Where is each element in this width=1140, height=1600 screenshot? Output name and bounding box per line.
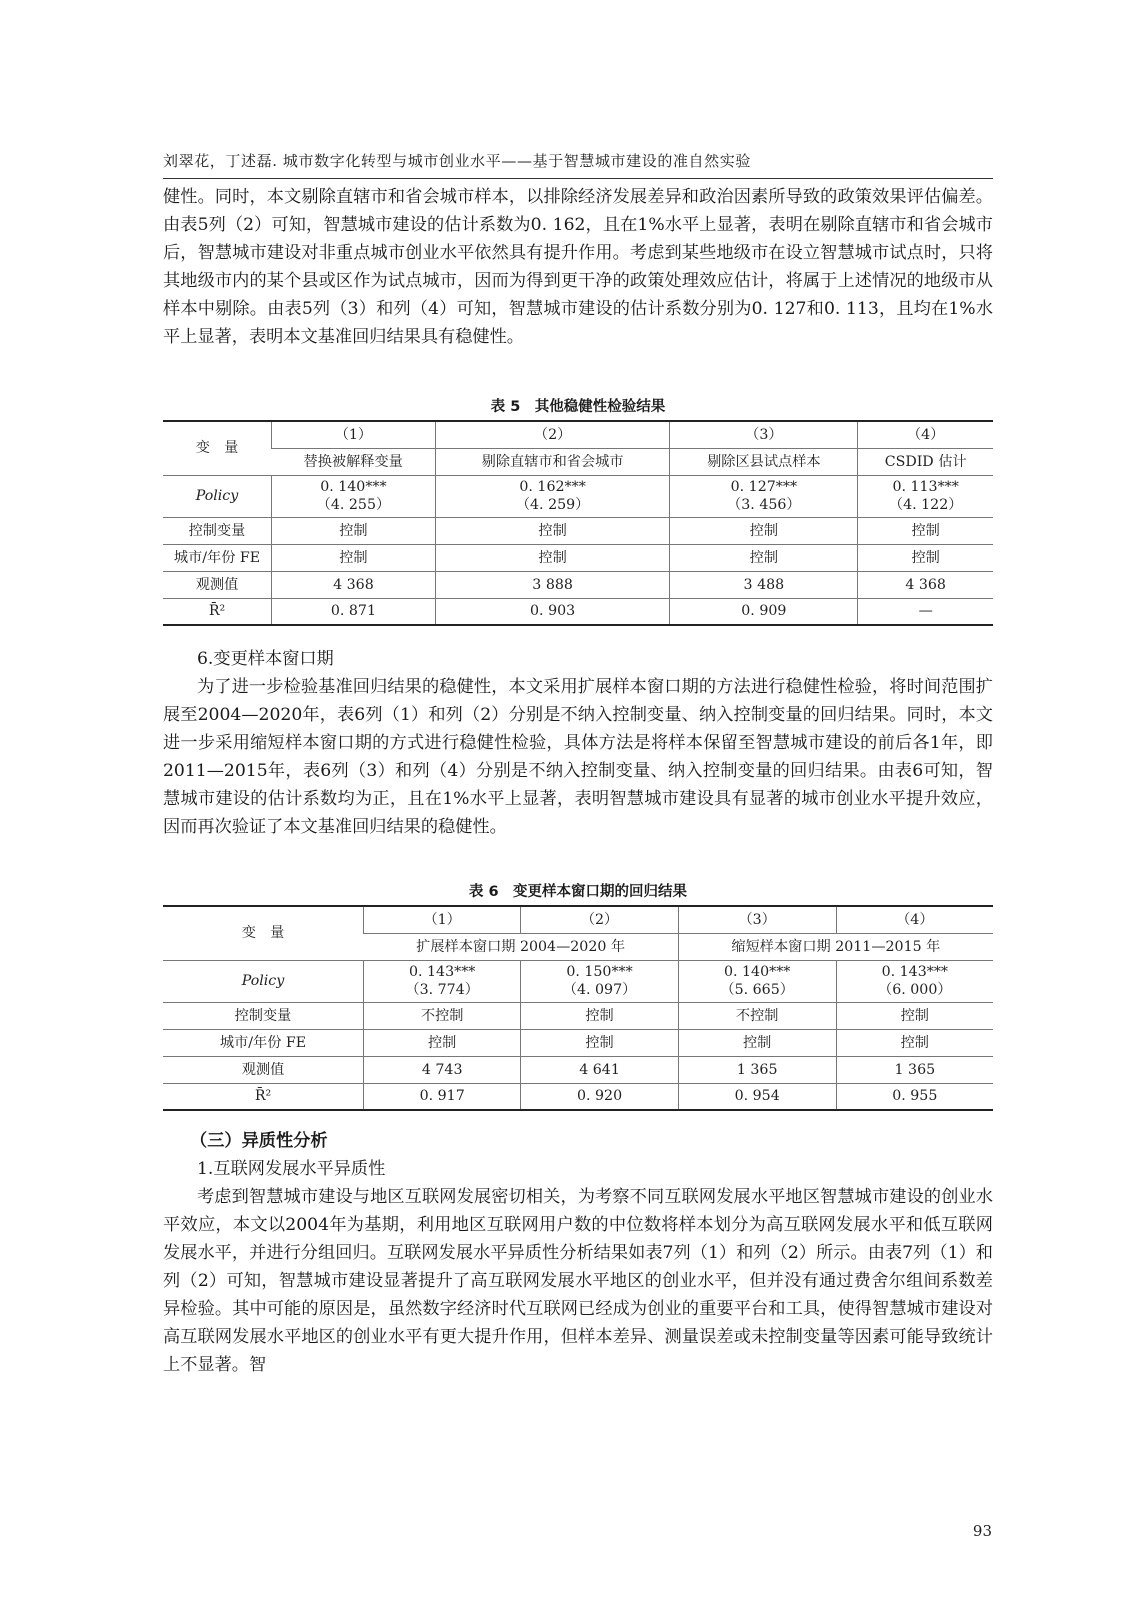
table-5-col-num: （1） — [272, 421, 436, 448]
body-paragraph-2: 为了进一步检验基准回归结果的稳健性，本文采用扩展样本窗口期的方法进行稳健性检验，将时间范围扩展至2004—2020年，表6列（1）和列（2）分别是不纳入控制变量、纳入控制变量的回归结果。同时，本文进一步采用缩短样本窗口期的方式进行稳健性检验，具体方法是将样本保留至智慧城市建设的前后各1年，即2011—2015年，表6列（3）和列（4）分别是不纳入控制变量、纳入控制变量的回归结果。由表6可知，智慧城市建设的估计系数均为正，且在1%水平上显著，表明智慧城市建设具有显著的城市创业水平提升效应，因而再次验证了本文基准回归结果的稳健性。 — [163, 677, 993, 837]
table-6-row-label: R̄² — [163, 1083, 364, 1110]
table-5-tstat: （3. 456） — [727, 497, 801, 513]
table-5-var-header: 变 量 — [163, 421, 272, 475]
subsection-heading-1: 1.互联网发展水平异质性 — [197, 1159, 386, 1179]
table-5-cell: 控制 — [670, 517, 858, 544]
table-6-title: 表 6 变更样本窗口期的回归结果 — [468, 884, 688, 900]
body-paragraph-3: 考虑到智慧城市建设与地区互联网发展密切相关，为考察不同互联网发展水平地区智慧城市建设的创业水平效应，本文以2004年为基期，利用地区互联网用户数的中位数将样本划分为高互联网发展水平和低互联网发展水平，并进行分组回归。互联网发展水平异质性分析结果如表7列（1）和列（2）所示。由表7列（1）和列（2）可知，智慧城市建设显著提升了高互联网发展水平地区的创业水平，但并没有通过费舍尔组间系数差异检验。其中可能的原因是，虽然数字经济时代互联网已经成为创业的重要平台和工具，使得智慧城市建设对高互联网发展水平地区的创业水平有更大提升作用，但样本差异、测量误差或未控制变量等因素可能导致统计上不显著。智 — [163, 1187, 993, 1375]
table-5-row-label: 城市/年份 FE — [163, 544, 272, 571]
table-6-policy-label: Policy — [163, 960, 364, 1002]
table-5-cell: 3 488 — [670, 571, 858, 598]
table-5 — [163, 420, 993, 626]
table-5-row-label: 观测值 — [163, 571, 272, 598]
table-6-cell: 控制 — [521, 1002, 678, 1029]
table-5-policy-cell — [858, 475, 993, 517]
table-6-tstat: （3. 774） — [405, 982, 479, 998]
table-6-cell: 0. 955 — [836, 1083, 993, 1110]
table-5-title: 表 5 其他稳健性检验结果 — [490, 399, 666, 415]
table-5-cell: 控制 — [858, 517, 993, 544]
subsection-heading-6: 6.变更样本窗口期 — [197, 649, 334, 669]
table-5-row-label: 控制变量 — [163, 517, 272, 544]
table-6-group-label: 扩展样本窗口期 2004—2020 年 — [364, 933, 679, 960]
table-6-cell: 4 743 — [364, 1056, 521, 1083]
table-5-cell: 0. 903 — [435, 598, 670, 625]
table-6-col-num: （2） — [521, 906, 678, 933]
table-5-policy-cell — [272, 475, 436, 517]
table-5-cell: 0. 909 — [670, 598, 858, 625]
table-5-col-num: （2） — [435, 421, 670, 448]
table-6-col-num: （3） — [678, 906, 836, 933]
table-5-cell: 控制 — [435, 517, 670, 544]
table-5-tstat: （4. 259） — [515, 497, 590, 513]
table-5-col-label: 剔除区县试点样本 — [670, 448, 858, 475]
table-6-row-label: 城市/年份 FE — [163, 1029, 364, 1056]
table-6-coef: 0. 143*** — [408, 964, 476, 980]
table-5-cell: 控制 — [858, 544, 993, 571]
table-6-row-label: 控制变量 — [163, 1002, 364, 1029]
table-5-policy-cell — [435, 475, 670, 517]
table-5-row-label: R̄² — [163, 598, 272, 625]
table-6-coef: 0. 143*** — [881, 964, 949, 980]
table-6 — [163, 905, 993, 1111]
table-5-col-label: CSDID 估计 — [858, 448, 993, 475]
table-6-group-label: 缩短样本窗口期 2011—2015 年 — [678, 933, 993, 960]
table-6-row-label: 观测值 — [163, 1056, 364, 1083]
table-5-cell: 4 368 — [272, 571, 436, 598]
table-6-cell: 控制 — [678, 1029, 836, 1056]
table-5-col-label: 剔除直辖市和省会城市 — [435, 448, 670, 475]
table-6-policy-cell — [521, 960, 678, 1002]
table-6-cell: 1 365 — [836, 1056, 993, 1083]
table-6-policy-cell — [836, 960, 993, 1002]
table-6-cell: 0. 917 — [364, 1083, 521, 1110]
table-6-cell: 控制 — [521, 1029, 678, 1056]
table-5-cell: 控制 — [670, 544, 858, 571]
table-5-cell: 控制 — [435, 544, 670, 571]
table-5-tstat: （4. 255） — [316, 497, 391, 513]
page-number: 93 — [972, 1522, 992, 1540]
table-6-cell: 控制 — [836, 1002, 993, 1029]
table-6-col-num: （1） — [364, 906, 521, 933]
table-5-coef: 0. 140*** — [320, 479, 387, 495]
table-5-coef: 0. 127*** — [730, 479, 798, 495]
table-5-coef: 0. 113*** — [892, 479, 959, 495]
table-6-cell: 控制 — [836, 1029, 993, 1056]
running-head: 刘翠花，丁述磊. 城市数字化转型与城市创业水平——基于智慧城市建设的准自然实验 — [163, 152, 751, 170]
table-5-col-label: 替换被解释变量 — [272, 448, 436, 475]
table-5-cell: — — [858, 598, 993, 625]
table-5-policy-label: Policy — [163, 475, 272, 517]
table-6-cell: 控制 — [364, 1029, 521, 1056]
section-heading-3: （三）异质性分析 — [190, 1131, 328, 1151]
table-6-cell: 0. 954 — [678, 1083, 836, 1110]
table-6-policy-cell — [678, 960, 836, 1002]
table-6-cell: 4 641 — [521, 1056, 678, 1083]
table-6-coef: 0. 140*** — [723, 964, 791, 980]
table-5-col-num: （3） — [670, 421, 858, 448]
header-rule — [163, 178, 993, 179]
table-5-cell: 4 368 — [858, 571, 993, 598]
table-6-col-num: （4） — [836, 906, 993, 933]
table-6-policy-cell — [364, 960, 521, 1002]
body-paragraph-1: 健性。同时，本文剔除直辖市和省会城市样本，以排除经济发展差异和政治因素所导致的政策效果评估偏差。由表5列（2）可知，智慧城市建设的估计系数为0. 162，且在1%水平上显著，表明在剔除直辖市和省会城市后，智慧城市建设对非重点城市创业水平依然具有提升作用。考虑到某些地级市在设立智慧城市试点时，只将其地级市内的某个县或区作为试点城市，因而为得到更干净的政策处理效应估计，将属于上述情况的地级市从样本中剔除。由表5列（3）和列（4）可知，智慧城市建设的估计系数分别为0. 127和0. 113，且均在1%水平上显著，表明本文基准回归结果具有稳健性。 — [163, 187, 993, 347]
table-5-cell: 控制 — [272, 517, 436, 544]
table-6-var-header: 变 量 — [163, 906, 364, 960]
table-6-tstat: （6. 000） — [878, 982, 952, 998]
table-5-cell: 0. 871 — [272, 598, 436, 625]
table-5-cell: 控制 — [272, 544, 436, 571]
table-5-coef: 0. 162*** — [519, 479, 586, 495]
table-6-cell: 不控制 — [364, 1002, 521, 1029]
table-6-cell: 1 365 — [678, 1056, 836, 1083]
table-6-cell: 0. 920 — [521, 1083, 678, 1110]
table-6-cell: 不控制 — [678, 1002, 836, 1029]
table-5-policy-cell — [670, 475, 858, 517]
table-5-tstat: （4. 122） — [888, 497, 963, 513]
table-6-tstat: （5. 665） — [720, 982, 794, 998]
table-6-coef: 0. 150*** — [566, 964, 633, 980]
table-5-cell: 3 888 — [435, 571, 670, 598]
table-6-tstat: （4. 097） — [562, 982, 637, 998]
table-5-col-num: （4） — [858, 421, 993, 448]
